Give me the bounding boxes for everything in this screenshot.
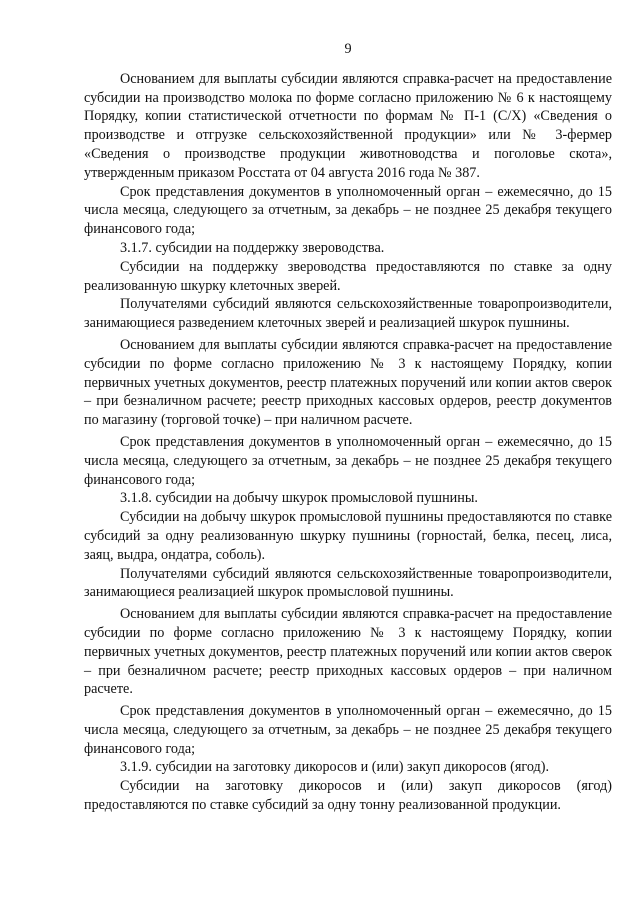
section-heading-3-1-9: 3.1.9. субсидии на заготовку дикоросов и (или) закуп дикоросов (ягод).: [120, 759, 550, 776]
paragraph-hunting-rate: Субсидии на добычу шкурок промысловой пушнины предоставляются по ставке субсидий за одну реализованную шкурку пушнины (горностай, белка, песец, лиса, заяц, выдра, ондатра, соболь).: [84, 509, 612, 563]
paragraph-wild-plants-rate: Субсидии на заготовку дикоросов и (или) закуп дикоросов (ягод) предоставляются по ставке субсидий за одну тонну реализованной продукции.: [84, 778, 612, 814]
paragraph-fur-farming-deadline: Срок представления документов в уполномоченный орган – ежемесячно, до 15 числа месяца, следующего за отчетным, за декабрь – не позднее 25 декабря текущего финансового года;: [84, 433, 612, 488]
paragraph-hunting-basis: Основанием для выплаты субсидии являются справка-расчет на предоставление субсидии по форме согласно приложению № 3 к настоящему Порядку, копии первичных учетных документов, реестр платежных поручений или копии актов сверок – при безналичном расчете; реестр приходных кассовых ордеров – при наличном расчете.: [84, 606, 612, 698]
paragraph-fur-farming-basis: Основанием для выплаты субсидии являются справка-расчет на предоставление субсидии по форме согласно приложению № 3 к настоящему Порядку, копии первичных учетных документов, реестр платежных поручений или копии актов сверок – при безналичном расчете; реестр приходных кассовых ордеров, реестр документов по магазину (торговой точке) – при наличном расчете.: [84, 336, 612, 429]
paragraph-hunting-deadline: Срок представления документов в уполномоченный орган – ежемесячно, до 15 числа месяца, следующего за отчетным, за декабрь – не позднее 25 декабря текущего финансового года;: [84, 703, 612, 757]
paragraph-fur-farming-rate: Субсидии на поддержку звероводства предоставляются по ставке за одну реализованную шкурку клеточных зверей.: [84, 258, 612, 294]
paragraph-hunting-recipients: Получателями субсидий являются сельскохозяйственные товаропроизводители, занимающиеся реализацией шкурок промысловой пушнины.: [84, 565, 612, 601]
section-heading-3-1-7: 3.1.7. субсидии на поддержку звероводства.: [120, 239, 385, 256]
paragraph-milk-basis: Основанием для выплаты субсидии являются справка-расчет на предоставление субсидии на производство молока по форме согласно приложению № 6 к настоящему Порядку, копии статистической отчетности по формам № П-1 (С/Х) «Сведения о производстве и отгрузке сельскохозяйственной продукции» или № 3-фермер «Сведения о производстве продукции животноводства и поголовье скота», утвержденным приказом Росстата от 04 августа 2016 года № 387.: [84, 70, 612, 181]
section-heading-3-1-8: 3.1.8. субсидии на добычу шкурок промысловой пушнины.: [120, 490, 478, 507]
page-number: 9: [344, 41, 352, 57]
paragraph-milk-deadline: Срок представления документов в уполномоченный орган – ежемесячно, до 15 числа месяца, следующего за отчетным, за декабрь – не позднее 25 декабря текущего финансового года;: [84, 183, 612, 238]
paragraph-fur-farming-recipients: Получателями субсидий являются сельскохозяйственные товаропроизводители, занимающиеся разведением клеточных зверей и реализацией шкурок пушнины.: [84, 296, 612, 332]
